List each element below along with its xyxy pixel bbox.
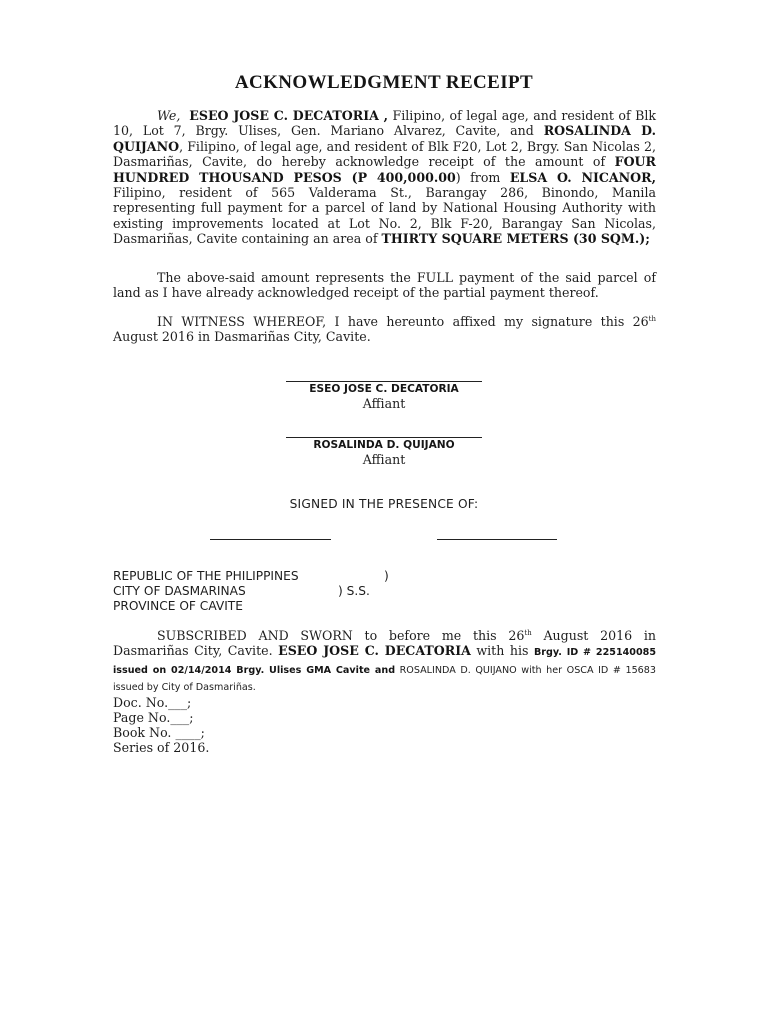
presence-heading: SIGNED IN THE PRESENCE OF:	[289, 497, 479, 511]
we-word: We,	[157, 108, 181, 123]
venue-country: REPUBLIC OF THE PHILIPPINES	[113, 569, 299, 583]
land-area: THIRTY SQUARE METERS (30 SQM.);	[381, 231, 650, 247]
witness-paragraph: IN WITNESS WHEREOF, I have hereunto affixed my signature this 26th August 2016 in Dasmariñas City, Cavite.	[113, 314, 656, 345]
notarial-register	[113, 695, 209, 755]
jurat-paragraph: SUBSCRIBED AND SWORN to before me this 26th August 2016 in Dasmariñas City, Cavite. ESEO JOSE C. DECATORIA with his Brgy. ID # 225140085 issued on 02/14/2014 Brgy. Ulises GMA Cavite and ROSALINDA D. QUIJANO with her OSCA ID # 15683 issued by City of Dasmariñas.	[113, 628, 656, 694]
doc-number: Doc. No.___;	[113, 695, 192, 710]
signatory-role-2: Affiant	[362, 452, 406, 467]
acknowledgment-paragraph: We, ESEO JOSE C. DECATORIA , Filipino, of legal age, and resident of Blk 10, Lot 7, Brgy. Ulises, Gen. Mariano Alvarez, Cavite, and ROSALINDA D. QUIJANO, Filipino, of legal age, and resident of Blk F20, Lot 2, Brgy. San Nicolas 2, Dasmariñas, Cavite, do hereby acknowledge receipt of the amount of FOUR HUNDRED THOUSAND PESOS (P 400,000.00) from ELSA O. NICANOR, Filipino, resident of 565 Valderama St., Barangay 286, Binondo, Manila representing full payment for a parcel of land by National Housing Authority with existing improvements located at Lot No. 2, Blk F-20, Barangay San Nicolas, Dasmariñas, Cavite containing an area of THIRTY SQUARE METERS (30 SQM.);	[113, 108, 657, 247]
venue-province: PROVINCE OF CAVITE	[113, 599, 243, 613]
page-number: Page No.___;	[113, 710, 194, 725]
jurat-id-2: ROSALINDA D. QUIJANO with her OSCA ID # 15683 issued by City of Dasmariñas.	[113, 664, 656, 694]
venue-block: REPUBLIC OF THE PHILIPPINES ) CITY OF DASMARINAS ) S.S. PROVINCE OF CAVITE	[113, 569, 389, 613]
series-year: Series of 2016.	[113, 740, 210, 755]
witness-line-2	[437, 539, 557, 540]
signatory-name-1: ESEO JOSE C. DECATORIA	[309, 383, 459, 395]
full-payment-paragraph: The above-said amount represents the FULL payment of the said parcel of land as I have already acknowledged receipt of the partial payment thereof.	[113, 270, 656, 301]
document-title: ACKNOWLEDGMENT RECEIPT	[234, 72, 534, 93]
amount-in-words: FOUR HUNDRED THOUSAND PESOS (P 400,000.00	[113, 154, 656, 185]
signature-line-1	[286, 381, 482, 382]
venue-city: CITY OF DASMARINAS	[113, 584, 246, 598]
signatory-role-1: Affiant	[362, 396, 406, 411]
receiver-name-2: ROSALINDA D. QUIJANO	[113, 123, 656, 154]
payer-name: ELSA O. NICANOR,	[509, 169, 656, 185]
signatory-name-2: ROSALINDA D. QUIJANO	[313, 439, 455, 451]
jurat-id-1: Brgy. ID # 225140085 issued on 02/14/2014 Brgy. Ulises GMA Cavite and	[113, 647, 656, 676]
witness-line-1	[210, 539, 331, 540]
signature-line-2	[286, 437, 482, 438]
book-number: Book No. ____;	[113, 725, 205, 740]
jurat-name-1: ESEO JOSE C. DECATORIA	[278, 643, 471, 659]
receiver-name-1: ESEO JOSE C. DECATORIA ,	[189, 108, 389, 123]
